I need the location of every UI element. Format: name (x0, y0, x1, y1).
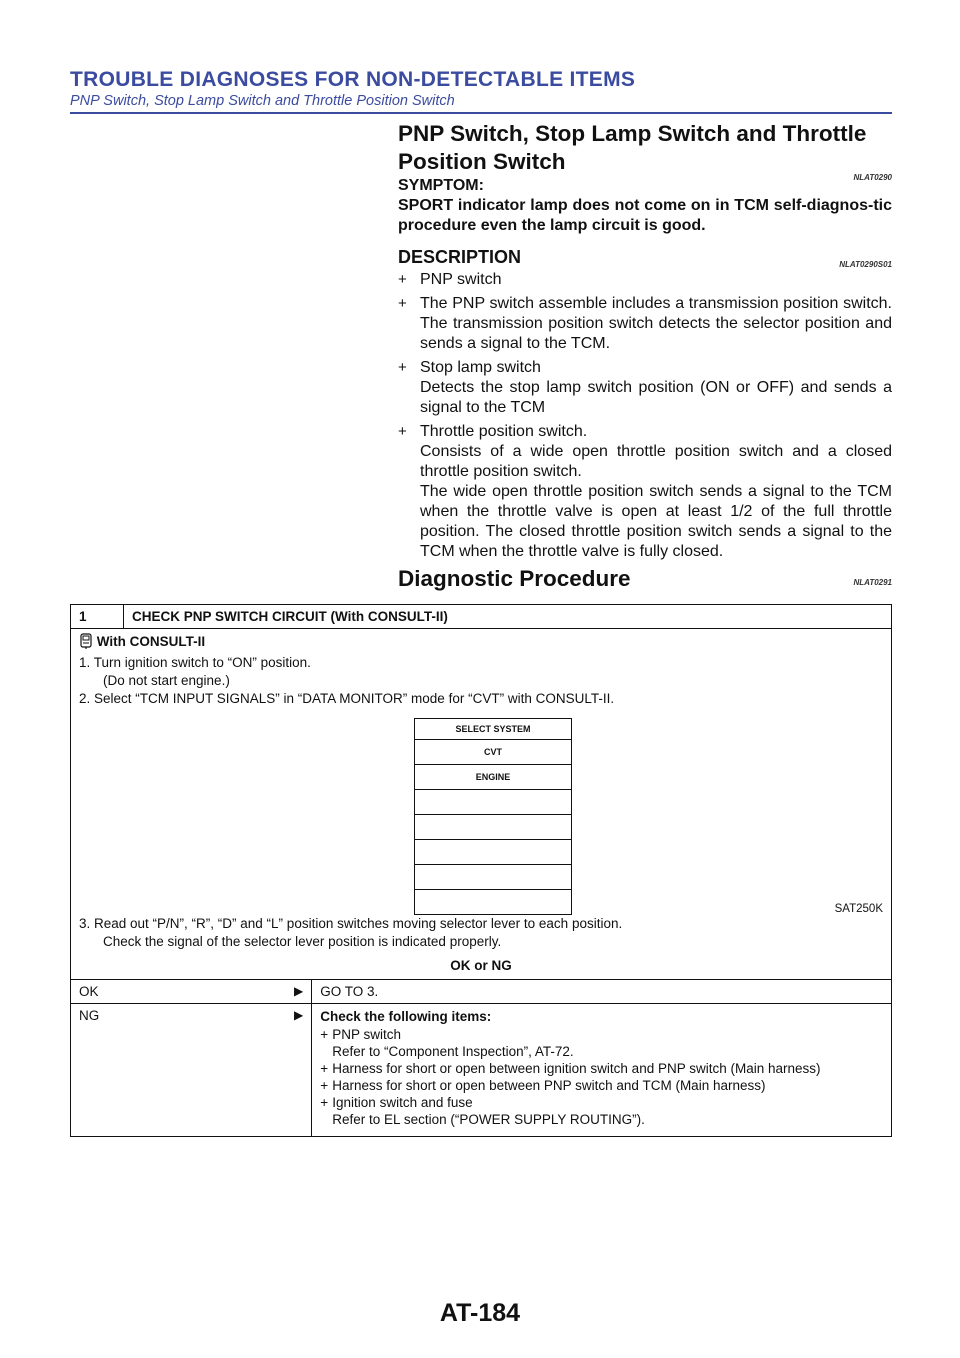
step-header-row (71, 605, 892, 629)
bullet-icon: + (320, 1078, 329, 1093)
check-item-text (332, 1094, 883, 1128)
bullet-icon: + (320, 1027, 329, 1042)
figure-code: SAT250K (834, 903, 883, 915)
bullet-icon: + (320, 1095, 329, 1110)
bullet-icon: + (320, 1061, 329, 1076)
check-item-line: Harness for short or open between ignition switch and PNP switch (Main harness) (332, 1061, 821, 1076)
description-line: Consists of a wide open throttle position switch and a closed throttle position switch. (420, 443, 892, 480)
description-item (398, 422, 892, 562)
consult-screen (414, 718, 572, 915)
description-code: NLAT0290S01 (839, 260, 892, 269)
description-item (398, 294, 892, 354)
description-line: Detects the stop lamp switch position (ON or OFF) and sends a signal to the TCM (420, 379, 892, 416)
step-title: CHECK PNP SWITCH CIRCUIT (With CONSULT-II) (124, 605, 892, 629)
ng-action (312, 1004, 892, 1137)
bullet-icon: + (398, 295, 407, 312)
check-item-text (332, 1026, 883, 1060)
ok-row (71, 980, 892, 1004)
check-item-text (332, 1060, 883, 1077)
diagnostic-table (70, 604, 892, 1137)
header-title: TROUBLE DIAGNOSES FOR NON-DETECTABLE ITEMS (70, 68, 636, 91)
step-2: 2. Select “TCM INPUT SIGNALS” in “DATA MONITOR” mode for “CVT” with CONSULT-II. (79, 691, 615, 706)
header-divider (70, 112, 892, 114)
screen-row-title: SELECT SYSTEM (415, 719, 571, 740)
diagnostic-title-text: Diagnostic Procedure (398, 566, 631, 591)
description-line: PNP switch (420, 271, 502, 288)
step-body-row (71, 629, 892, 980)
ng-label: NG (79, 1008, 100, 1023)
step-3-note: Check the signal of the selector lever position is indicated properly. (103, 934, 502, 949)
arrow-right-icon: ▶ (294, 1008, 304, 1022)
check-item-line: PNP switch (332, 1027, 402, 1042)
description-line: Throttle position switch. (420, 423, 588, 440)
bullet-icon: + (398, 271, 407, 288)
screen-row-cvt: CVT (415, 740, 571, 765)
check-item (320, 1026, 883, 1060)
check-item-text (332, 1077, 883, 1094)
description-item (398, 270, 839, 290)
description-line: Stop lamp switch (420, 359, 541, 376)
description-item (398, 358, 892, 418)
diagnostic-title (398, 566, 892, 592)
bullet-icon: + (398, 423, 407, 440)
section-body (398, 120, 892, 562)
bullet-icon: + (398, 359, 407, 376)
check-item-line: Ignition switch and fuse (332, 1095, 473, 1110)
step-1: 1. Turn ignition switch to “ON” position. (79, 655, 311, 670)
ng-row (71, 1004, 892, 1137)
section-title-line1: PNP Switch, Stop Lamp Switch and Throttle (398, 121, 867, 146)
screen-row-empty (415, 840, 571, 865)
header-subtitle: PNP Switch, Stop Lamp Switch and Throttle Position Switch (70, 93, 455, 109)
consult-line (79, 633, 883, 654)
section-title (398, 120, 892, 182)
check-item-line: Refer to “Component Inspection”, AT-72. (332, 1044, 574, 1059)
ng-cell (71, 1004, 312, 1137)
description-line: The PNP switch assemble includes a transmission position switch. The transmission position switch detects the selector position and sends a signal to the TCM. (420, 295, 892, 352)
diagnostic-code: NLAT0291 (853, 578, 892, 587)
screen-row-empty (415, 790, 571, 815)
screen-row-empty (415, 815, 571, 840)
page-header (70, 68, 635, 110)
symptom-label: SYMPTOM: (398, 177, 484, 194)
check-item-line: Refer to EL section (“POWER SUPPLY ROUTING”). (332, 1112, 645, 1127)
ng-items (320, 1026, 883, 1128)
step-3: 3. Read out “P/N”, “R”, “D” and “L” position switches moving selector lever to each position. (79, 916, 623, 931)
ok-or-ng: OK or NG (450, 958, 512, 973)
description-line: The wide open throttle position switch sends a signal to the TCM when the throttle valve is open at least 1/2 of the full throttle position. The closed throttle position switch sends a signal to the TCM when the throttle valve is fully closed. (420, 483, 892, 560)
check-item (320, 1060, 883, 1077)
description-item-text (420, 294, 892, 354)
check-item (320, 1094, 883, 1128)
section-title-line2: Position Switch (398, 149, 566, 174)
consult-label: With CONSULT-II (96, 634, 206, 649)
description-title: DESCRIPTION (398, 247, 522, 267)
section-code: NLAT0290 (853, 173, 892, 182)
ok-action: GO TO 3. (312, 980, 892, 1004)
description-list (398, 270, 892, 562)
screen-row-empty (415, 865, 571, 890)
step-number: 1 (71, 605, 124, 629)
page-number: AT-184 (439, 1299, 521, 1327)
symptom-text: SPORT indicator lamp does not come on in TCM self-diagnos-tic procedure even the lamp circuit is good. (398, 197, 892, 234)
consult-icon (79, 633, 93, 654)
ok-cell (71, 980, 312, 1004)
description-item-text (420, 358, 892, 418)
ng-heading: Check the following items: (320, 1009, 492, 1024)
description-item-text (420, 270, 839, 290)
description-item-text (420, 422, 892, 562)
description-heading (398, 246, 892, 268)
step-1-note: (Do not start engine.) (103, 673, 230, 688)
screen-row-engine: ENGINE (415, 765, 571, 790)
arrow-right-icon: ▶ (294, 984, 304, 998)
step-body (71, 629, 892, 980)
check-item (320, 1077, 883, 1094)
ok-label: OK (79, 984, 99, 999)
check-item-line: Harness for short or open between PNP switch and TCM (Main harness) (332, 1078, 766, 1093)
